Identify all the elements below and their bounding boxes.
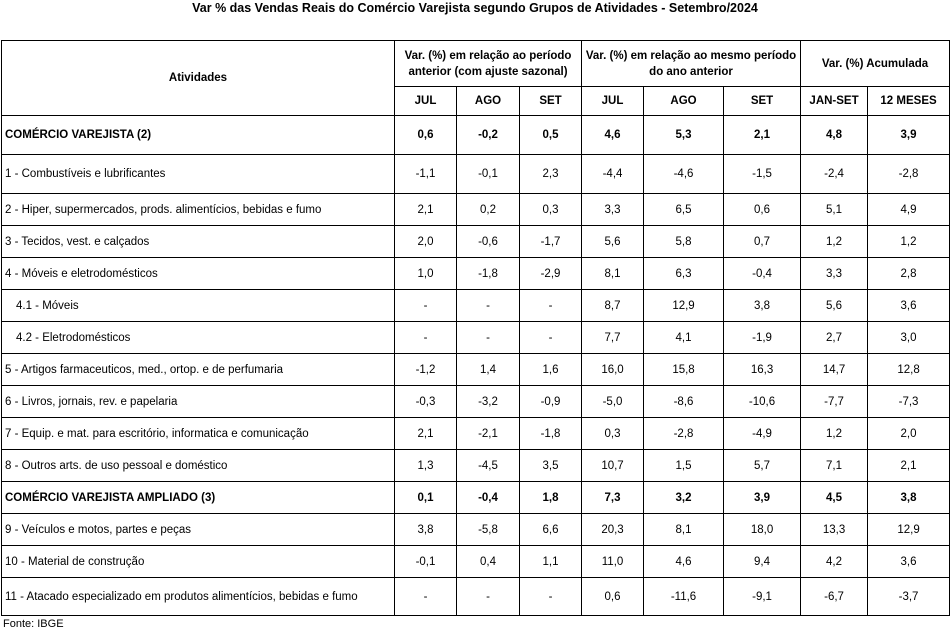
value-cell: 1,2: [801, 226, 868, 258]
value-cell: 7,1: [801, 450, 868, 482]
column-header: JUL: [395, 87, 457, 116]
value-cell: 4,9: [868, 194, 950, 226]
value-cell: 0,6: [724, 194, 801, 226]
source-note: Fonte: IBGE: [3, 618, 64, 630]
value-cell: 1,0: [395, 258, 457, 290]
value-cell: 6,3: [644, 258, 724, 290]
value-cell: -7,7: [801, 386, 868, 418]
column-header: SET: [520, 87, 582, 116]
value-cell: -: [520, 322, 582, 354]
table-row: [2, 578, 950, 616]
value-cell: -4,9: [724, 418, 801, 450]
value-cell: 9,4: [724, 546, 801, 578]
table-row: [2, 354, 950, 386]
value-cell: 3,6: [868, 546, 950, 578]
value-cell: 1,2: [801, 418, 868, 450]
value-cell: 3,2: [644, 482, 724, 514]
value-cell: -5,0: [582, 386, 644, 418]
value-cell: 5,1: [801, 194, 868, 226]
column-header: JAN-SET: [801, 87, 868, 116]
activity-label: COMÉRCIO VAREJISTA (2): [2, 116, 395, 155]
table-row: [2, 514, 950, 546]
table-row: [2, 258, 950, 290]
value-cell: 2,8: [868, 258, 950, 290]
value-cell: 3,3: [582, 194, 644, 226]
value-cell: -0,4: [457, 482, 520, 514]
value-cell: -5,8: [457, 514, 520, 546]
value-cell: -11,6: [644, 578, 724, 616]
value-cell: 3,0: [868, 322, 950, 354]
value-cell: -6,7: [801, 578, 868, 616]
activity-label: 5 - Artigos farmaceuticos, med., ortop. e de perfumaria: [2, 354, 395, 386]
value-cell: 1,6: [520, 354, 582, 386]
value-cell: 20,3: [582, 514, 644, 546]
value-cell: -: [457, 322, 520, 354]
value-cell: -0,9: [520, 386, 582, 418]
value-cell: -10,6: [724, 386, 801, 418]
value-cell: 1,4: [457, 354, 520, 386]
value-cell: -0,2: [457, 116, 520, 155]
value-cell: 15,8: [644, 354, 724, 386]
value-cell: 6,5: [644, 194, 724, 226]
value-cell: -3,2: [457, 386, 520, 418]
value-cell: -1,2: [395, 354, 457, 386]
table-row: [2, 226, 950, 258]
value-cell: -4,4: [582, 155, 644, 194]
value-cell: 18,0: [724, 514, 801, 546]
activity-label: 11 - Atacado especializado em produtos alimentícios, bebidas e fumo: [2, 578, 395, 616]
table-row: [2, 450, 950, 482]
value-cell: -2,1: [457, 418, 520, 450]
value-cell: 5,6: [801, 290, 868, 322]
value-cell: 7,7: [582, 322, 644, 354]
value-cell: 0,1: [395, 482, 457, 514]
value-cell: 0,4: [457, 546, 520, 578]
value-cell: -7,3: [868, 386, 950, 418]
value-cell: -0,1: [457, 155, 520, 194]
value-cell: 0,3: [582, 418, 644, 450]
value-cell: 11,0: [582, 546, 644, 578]
value-cell: 8,1: [644, 514, 724, 546]
value-cell: 0,3: [520, 194, 582, 226]
value-cell: 0,6: [582, 578, 644, 616]
sales-table: [1, 40, 950, 616]
value-cell: -1,7: [520, 226, 582, 258]
value-cell: 5,3: [644, 116, 724, 155]
activity-label: 8 - Outros arts. de uso pessoal e doméstico: [2, 450, 395, 482]
table-row: [2, 386, 950, 418]
table-row: [2, 290, 950, 322]
value-cell: 1,3: [395, 450, 457, 482]
value-cell: 16,0: [582, 354, 644, 386]
value-cell: 3,3: [801, 258, 868, 290]
value-cell: 5,8: [644, 226, 724, 258]
activity-label: 7 - Equip. e mat. para escritório, informatica e comunicação: [2, 418, 395, 450]
value-cell: 2,0: [868, 418, 950, 450]
table-row: [2, 418, 950, 450]
activity-label: 1 - Combustíveis e lubrificantes: [2, 155, 395, 194]
value-cell: -3,7: [868, 578, 950, 616]
value-cell: 1,1: [520, 546, 582, 578]
value-cell: -: [395, 290, 457, 322]
activity-label: 3 - Tecidos, vest. e calçados: [2, 226, 395, 258]
activity-label: 9 - Veículos e motos, partes e peças: [2, 514, 395, 546]
column-header: JUL: [582, 87, 644, 116]
column-header: 12 MESES: [868, 87, 950, 116]
value-cell: 3,8: [868, 482, 950, 514]
table-row: [2, 116, 950, 155]
value-cell: 12,9: [868, 514, 950, 546]
value-cell: -4,5: [457, 450, 520, 482]
value-cell: -9,1: [724, 578, 801, 616]
value-cell: -2,9: [520, 258, 582, 290]
header-group-periodo-anterior: Var. (%) em relação ao período anterior (com ajuste sazonal): [395, 41, 582, 87]
value-cell: 3,5: [520, 450, 582, 482]
activity-label: 2 - Hiper, supermercados, prods. alimentícios, bebidas e fumo: [2, 194, 395, 226]
value-cell: 1,5: [644, 450, 724, 482]
value-cell: 4,8: [801, 116, 868, 155]
value-cell: 1,2: [868, 226, 950, 258]
value-cell: -0,3: [395, 386, 457, 418]
value-cell: -8,6: [644, 386, 724, 418]
value-cell: 0,2: [457, 194, 520, 226]
table-row: [2, 482, 950, 514]
value-cell: 5,7: [724, 450, 801, 482]
column-header: AGO: [457, 87, 520, 116]
activity-label: 4.2 - Eletrodomésticos: [2, 322, 395, 354]
value-cell: -1,1: [395, 155, 457, 194]
header-group-ano-anterior: Var. (%) em relação ao mesmo período do ano anterior: [582, 41, 801, 87]
value-cell: -0,4: [724, 258, 801, 290]
value-cell: -2,8: [868, 155, 950, 194]
value-cell: -: [457, 290, 520, 322]
column-header: SET: [724, 87, 801, 116]
value-cell: 3,6: [868, 290, 950, 322]
value-cell: 4,6: [582, 116, 644, 155]
activity-label: 4.1 - Móveis: [2, 290, 395, 322]
value-cell: 4,1: [644, 322, 724, 354]
value-cell: -1,9: [724, 322, 801, 354]
value-cell: 6,6: [520, 514, 582, 546]
value-cell: 10,7: [582, 450, 644, 482]
value-cell: 5,6: [582, 226, 644, 258]
value-cell: 3,9: [868, 116, 950, 155]
value-cell: 4,2: [801, 546, 868, 578]
value-cell: 7,3: [582, 482, 644, 514]
value-cell: -0,1: [395, 546, 457, 578]
value-cell: -2,4: [801, 155, 868, 194]
value-cell: 12,8: [868, 354, 950, 386]
value-cell: 2,7: [801, 322, 868, 354]
value-cell: 0,7: [724, 226, 801, 258]
value-cell: -1,8: [457, 258, 520, 290]
value-cell: 8,1: [582, 258, 644, 290]
value-cell: -: [395, 322, 457, 354]
value-cell: -: [520, 578, 582, 616]
header-atividades: Atividades: [2, 41, 395, 116]
value-cell: -1,8: [520, 418, 582, 450]
value-cell: 8,7: [582, 290, 644, 322]
value-cell: 2,3: [520, 155, 582, 194]
value-cell: -2,8: [644, 418, 724, 450]
value-cell: -1,5: [724, 155, 801, 194]
value-cell: 4,6: [644, 546, 724, 578]
table-row: [2, 322, 950, 354]
value-cell: 4,5: [801, 482, 868, 514]
value-cell: -: [457, 578, 520, 616]
table-body: [2, 116, 950, 616]
value-cell: 14,7: [801, 354, 868, 386]
value-cell: 2,1: [724, 116, 801, 155]
value-cell: 3,9: [724, 482, 801, 514]
table-row: [2, 194, 950, 226]
activity-label: COMÉRCIO VAREJISTA AMPLIADO (3): [2, 482, 395, 514]
value-cell: 13,3: [801, 514, 868, 546]
activity-label: 6 - Livros, jornais, rev. e papelaria: [2, 386, 395, 418]
value-cell: -: [395, 578, 457, 616]
value-cell: 3,8: [724, 290, 801, 322]
value-cell: -4,6: [644, 155, 724, 194]
value-cell: 12,9: [644, 290, 724, 322]
value-cell: 3,8: [395, 514, 457, 546]
table-title: Var % das Vendas Reais do Comércio Varejista segundo Grupos de Atividades - Setembro/2024: [192, 1, 758, 15]
value-cell: 16,3: [724, 354, 801, 386]
value-cell: 2,1: [395, 194, 457, 226]
value-cell: 0,5: [520, 116, 582, 155]
value-cell: 2,0: [395, 226, 457, 258]
value-cell: 2,1: [868, 450, 950, 482]
activity-label: 4 - Móveis e eletrodomésticos: [2, 258, 395, 290]
header-group-acumulada: Var. (%) Acumulada: [801, 41, 950, 87]
column-header: AGO: [644, 87, 724, 116]
value-cell: 2,1: [395, 418, 457, 450]
value-cell: 1,8: [520, 482, 582, 514]
value-cell: 0,6: [395, 116, 457, 155]
table-row: [2, 546, 950, 578]
activity-label: 10 - Material de construção: [2, 546, 395, 578]
value-cell: -: [520, 290, 582, 322]
value-cell: -0,6: [457, 226, 520, 258]
table-row: [2, 155, 950, 194]
